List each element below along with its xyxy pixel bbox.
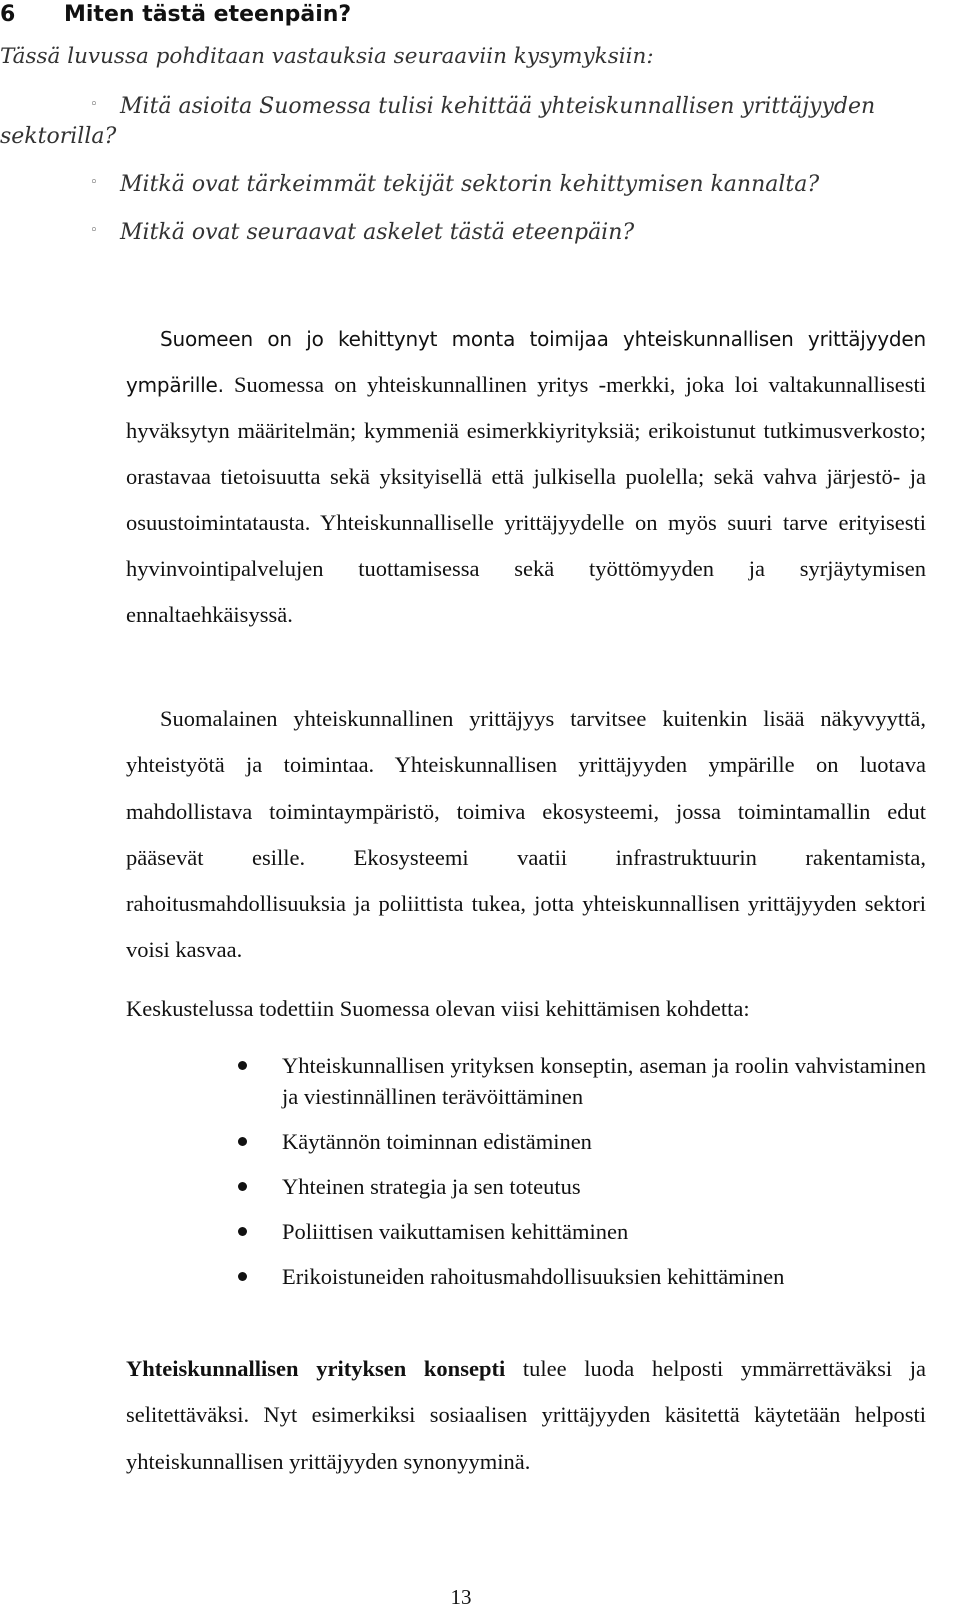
question-item <box>0 170 958 200</box>
list-item <box>282 1126 926 1157</box>
question-text: Mitkä ovat tärkeimmät tekijät sektorin kehittymisen kannalta? <box>120 172 820 197</box>
question-text-continued: sektorilla? <box>0 124 117 149</box>
bullet-dot-icon <box>238 1272 247 1281</box>
section-title: Miten tästä eteenpäin? <box>64 2 352 27</box>
bullet-dot-icon <box>238 1061 247 1070</box>
section-number: 6 <box>0 2 16 27</box>
circle-bullet-icon: ◦ <box>90 175 98 190</box>
list-item-text: Erikoistuneiden rahoitusmahdollisuuksien kehittäminen <box>282 1264 785 1289</box>
section-heading <box>0 0 351 30</box>
development-points-list <box>282 1050 926 1306</box>
list-item-text: Poliittisen vaikuttamisen kehittäminen <box>282 1219 629 1244</box>
paragraph-body: tulee luoda helposti ymmärrettäväksi ja selitettäväksi. Nyt esimerkiksi sosiaalisen yrittäjyyden käsitettä käytetään helposti yhteiskunnallisen yrittäjyyden synonyyminä. <box>126 1356 926 1474</box>
question-item <box>0 218 958 248</box>
question-text: Mitkä ovat seuraavat askelet tästä eteenpäin? <box>120 220 635 245</box>
list-item <box>282 1050 926 1112</box>
bold-term: Yhteiskunnallisen yrityksen konsepti <box>126 1356 506 1381</box>
paragraph-ecosystem-actors <box>126 316 926 638</box>
circle-bullet-icon: ◦ <box>90 97 98 112</box>
intro-text: Tässä luvussa pohditaan vastauksia seuraaviin kysymyksiin: <box>0 44 654 69</box>
paragraph-visibility-needs: Suomalainen yhteiskunnallinen yrittäjyys tarvitsee kuitenkin lisää näkyvyyttä, yhteistyötä ja toimintaa. Yhteiskunnallisen yrittäjyyden ympärille on luotava mahdollistava toimintaympäristö, toimiva ekosysteemi, jossa toimintamallin edut pääsevät esille. Ekosysteemi vaatii infrastruktuurin rakentamista, rahoitusmahdollisuuksia ja poliittista tukea, jotta yhteiskunnallisen yrittäjyyden sektori voisi kasvaa. <box>126 706 926 963</box>
bullet-dot-icon <box>238 1182 247 1191</box>
page-number: 13 <box>450 1585 472 1609</box>
list-item <box>282 1171 926 1202</box>
paragraph-development-intro: Keskustelussa todettiin Suomessa olevan viisi kehittämisen kohdetta: <box>126 996 750 1021</box>
question-list <box>0 92 958 266</box>
paragraph-concept <box>126 1346 926 1485</box>
list-item-text: Käytännön toiminnan edistäminen <box>282 1129 592 1154</box>
question-text: Mitä asioita Suomessa tulisi kehittää yhteiskunnallisen yrittäjyyden <box>120 94 876 119</box>
question-item <box>0 92 958 152</box>
circle-bullet-icon: ◦ <box>90 223 98 238</box>
list-item-text: Yhteinen strategia ja sen toteutus <box>282 1174 581 1199</box>
list-item <box>282 1261 926 1292</box>
paragraph-body: Suomessa on yhteiskunnallinen yritys -merkki, joka loi valtakunnallisesti hyväksytyn määritelmän; kymmeniä esimerkkiyrityksiä; erikoistunut tutkimusverkosto; orastavaa tietoisuutta sekä yksityisellä että julkisella puolella; sekä vahva järjestö- ja osuustoimintatausta. Yhteiskunnalliselle yrittäjyydelle on myös suuri tarve erityisesti hyvinvointipalvelujen tuottamisessa sekä työttömyyden ja syrjäytymisen ennaltaehkäisyssä. <box>126 372 926 627</box>
bullet-dot-icon <box>238 1137 247 1146</box>
list-item <box>282 1216 926 1247</box>
paragraph-lead: Suomeen on jo kehittynyt monta toimijaa yhteiskunnallisen yrittäjyyden ympärille. <box>126 327 926 397</box>
list-item-text: Yhteiskunnallisen yrityksen konseptin, aseman ja roolin vahvistaminen ja viestinnällinen terävöittäminen <box>282 1053 926 1109</box>
bullet-dot-icon <box>238 1227 247 1236</box>
